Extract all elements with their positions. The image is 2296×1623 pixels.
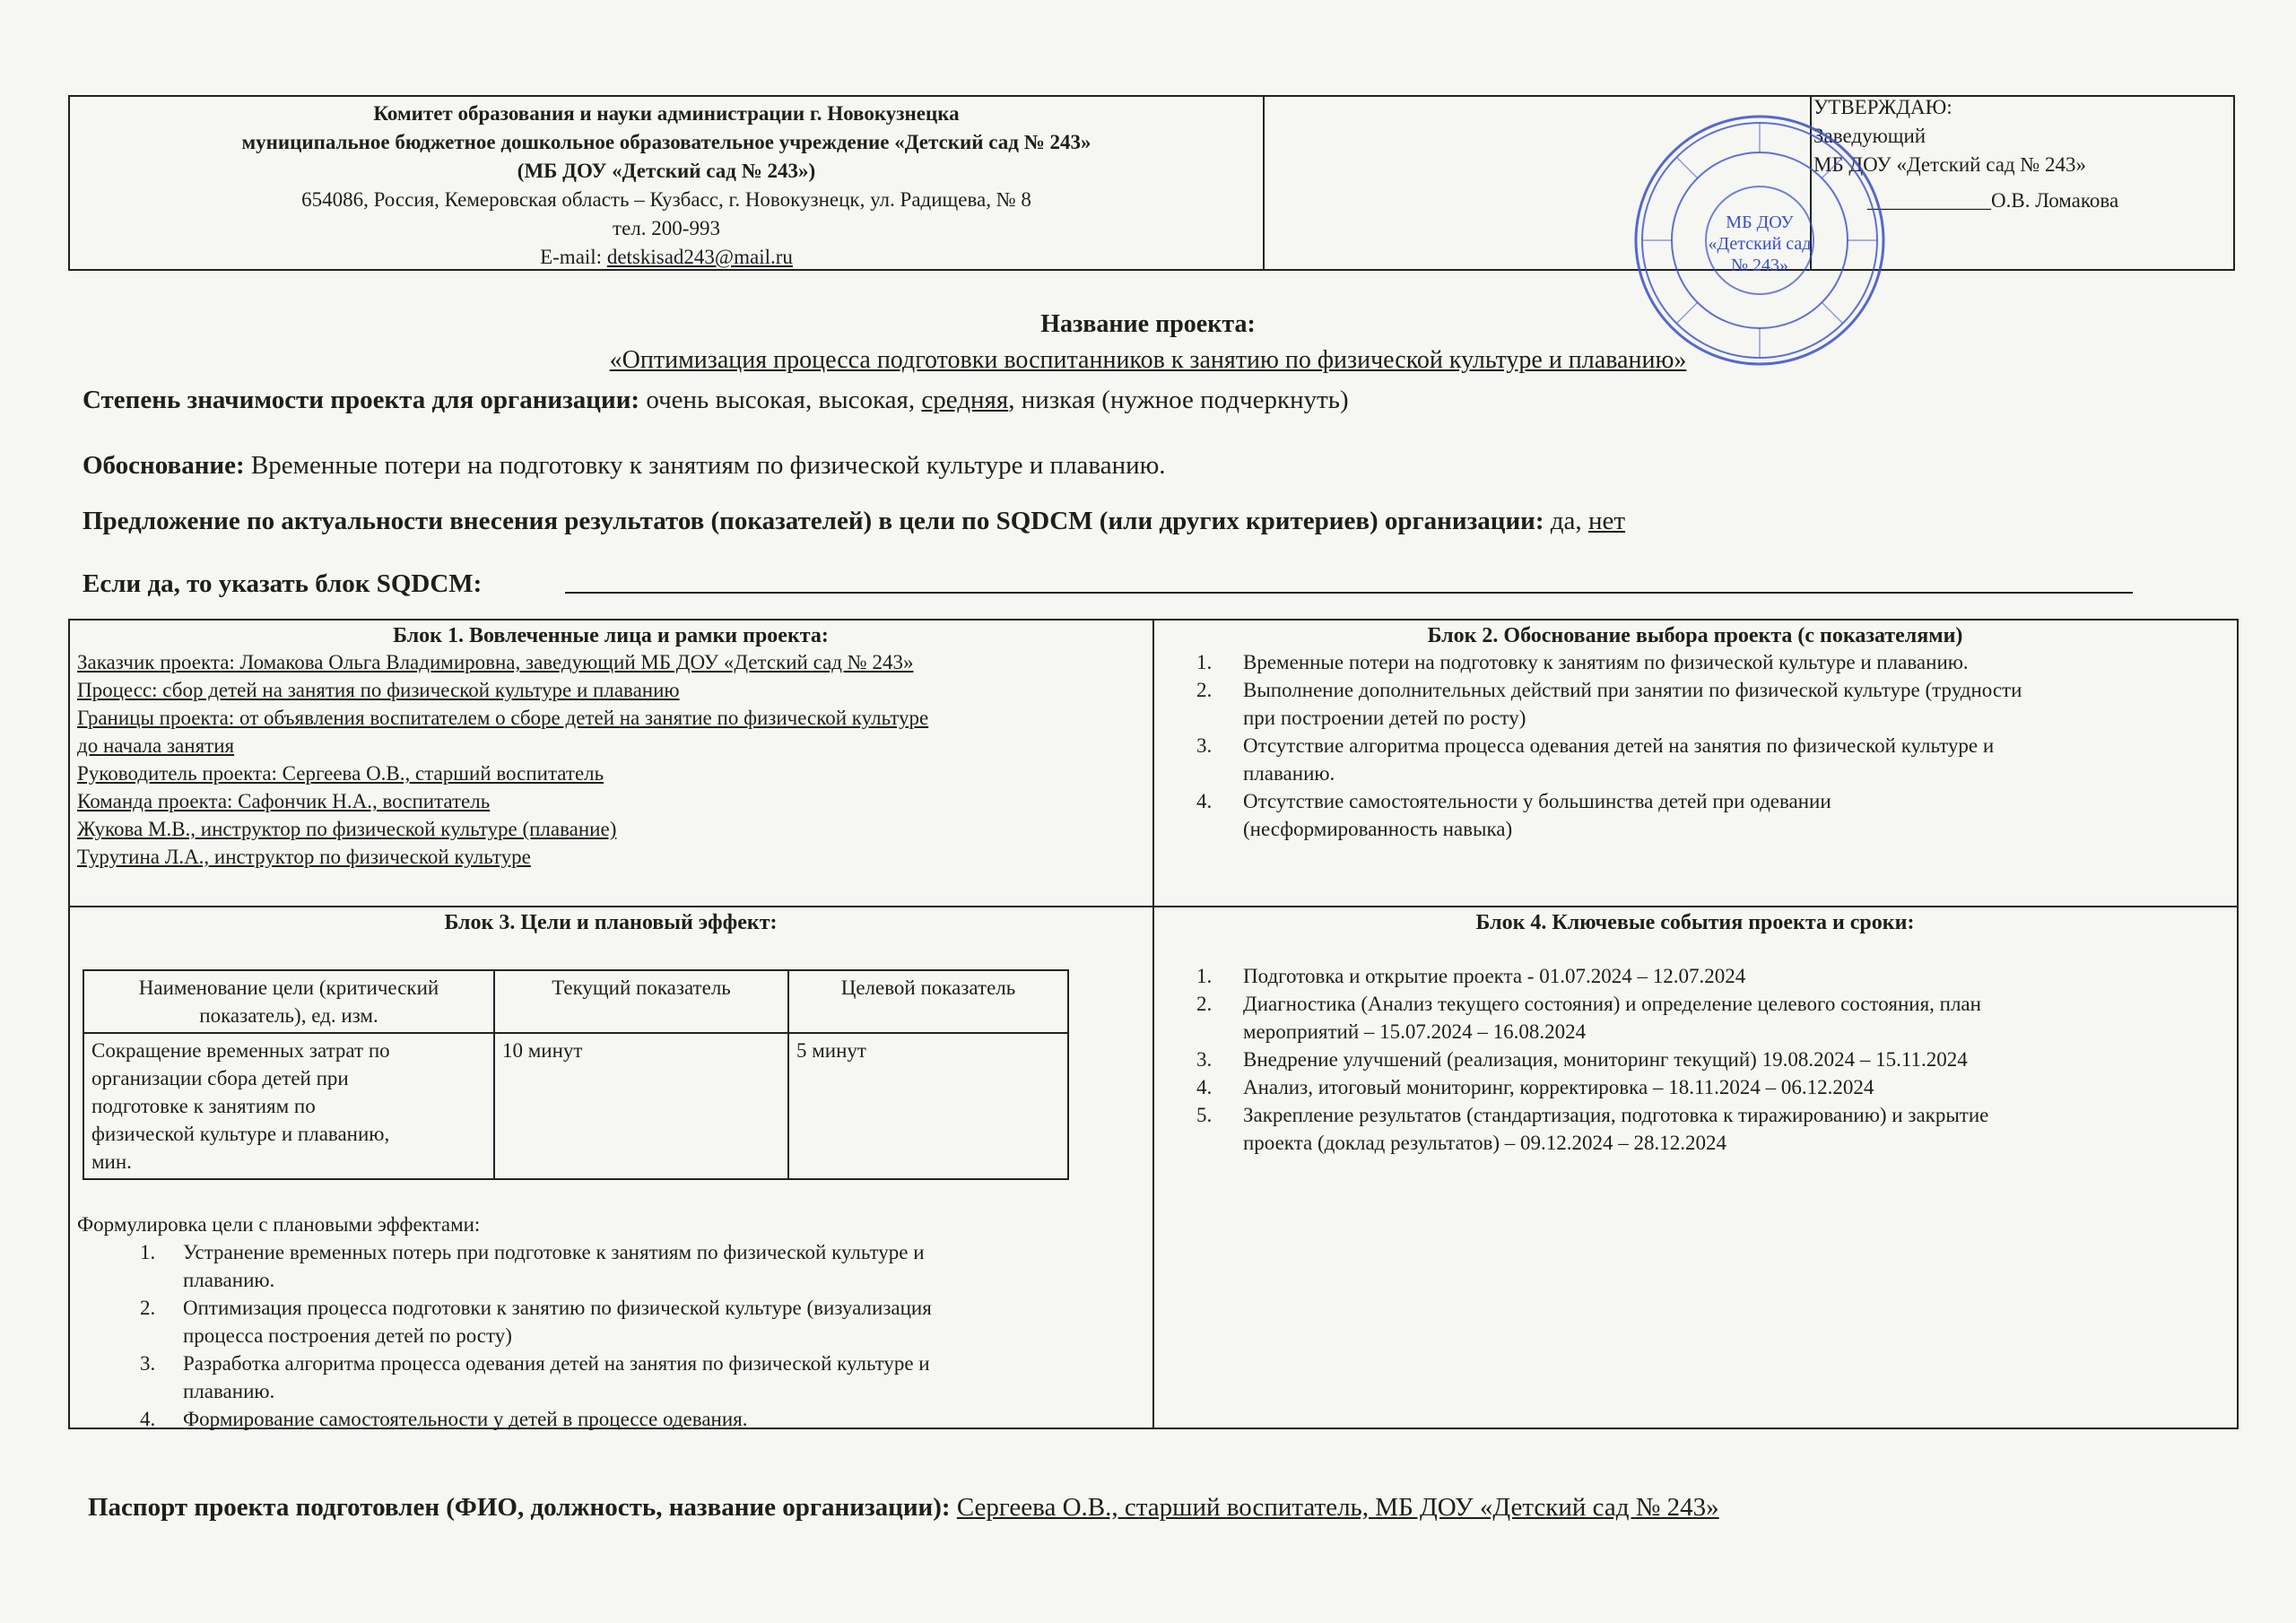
passport-label: Паспорт проекта подготовлен (ФИО, должность, название организации): — [88, 1493, 951, 1522]
event-item-line: проекта (доклад результатов) – 09.12.2024 – 28.12.2024 — [1243, 1132, 1727, 1154]
block-2-item-number: 4. — [1196, 790, 1213, 812]
event-item-line: мероприятий – 15.07.2024 – 16.08.2024 — [1243, 1020, 1587, 1043]
event-item-line: Подготовка и открытие проекта - 01.07.2024 – 12.07.2024 — [1243, 965, 1746, 987]
significance-line — [83, 386, 1349, 415]
block-2-item — [1159, 787, 2231, 843]
goals-table-header-row — [83, 970, 1068, 1033]
event-item-number: 1. — [1196, 965, 1213, 987]
project-title-label: Название проекта: — [1040, 310, 1256, 338]
passport-author: Сергеева О.В., старший воспитатель, МБ ДОУ «Детский сад № 243» — [956, 1493, 1719, 1522]
event-item-line: Закрепление результатов (стандартизация, подготовка к тиражированию) и закрытие — [1243, 1104, 1989, 1126]
address: 654086, Россия, Кемеровская область – Кузбасс, г. Новокузнецк, ул. Радищева, № 8 — [301, 188, 1031, 211]
block-2-item-number: 1. — [1196, 651, 1213, 673]
block-1-line: Процесс: сбор детей на занятия по физической культуре и плаванию — [77, 679, 680, 701]
sqdcm-blank-line[interactable] — [565, 592, 2133, 594]
block-2-list — [1159, 648, 2231, 843]
stamp-line-3: № 243» — [1730, 256, 1789, 275]
event-item-number: 4. — [1196, 1076, 1213, 1098]
goal-line: Сокращение временных затрат по — [91, 1039, 390, 1062]
proposal-option-yes: да, — [1550, 507, 1582, 535]
block-1-line: Границы проекта: от объявления воспитателем о сборе детей на занятие по физической культуре — [77, 707, 929, 729]
sqdcm-line — [83, 569, 482, 599]
goals-header-goal-line: показатель), ед. изм. — [199, 1004, 378, 1027]
target-value-cell: 5 минут — [788, 1033, 1068, 1179]
block-2-item-line: Отсутствие самостоятельности у большинства детей при одевании — [1243, 790, 1831, 812]
stamp-line-1: МБ ДОУ — [1726, 213, 1794, 232]
block-3 — [77, 911, 1144, 1433]
goal-item-line: плаванию. — [183, 1380, 275, 1402]
stamp-line-2: «Детский сад — [1708, 234, 1812, 254]
approval-title: УТВЕРЖДАЮ: — [1813, 96, 1952, 118]
organization-info — [70, 97, 1265, 269]
goal-item-line: Формирование самостоятельности у детей в процессе одевания. — [183, 1408, 748, 1430]
project-title: «Оптимизация процесса подготовки воспитанников к занятию по физической культуре и плаванию» — [609, 346, 1687, 374]
goal-item-number: 1. — [140, 1241, 156, 1263]
event-item — [1159, 1101, 2231, 1157]
block-2-item-line: при построении детей по росту) — [1243, 707, 1526, 729]
goal-item — [77, 1238, 1144, 1294]
event-item — [1159, 990, 2231, 1046]
event-item-number: 2. — [1196, 993, 1213, 1015]
block-3-title: Блок 3. Цели и плановый эффект: — [444, 911, 778, 934]
goal-item-line: Устранение временных потерь при подготовке к занятиям по физической культуре и — [183, 1241, 925, 1263]
block-4 — [1159, 911, 2231, 1157]
approval-position: Заведующий — [1813, 125, 1926, 147]
goal-line: физической культуре и плаванию, — [91, 1123, 390, 1145]
goals-table — [83, 969, 1069, 1180]
block-1-content — [77, 648, 1144, 871]
significance-selected: средняя — [921, 386, 1009, 414]
approval-org: МБ ДОУ «Детский сад № 243» — [1813, 153, 2087, 176]
block-4-title: Блок 4. Ключевые события проекта и сроки: — [1475, 911, 1915, 934]
block-2-item — [1159, 732, 2231, 787]
event-item-line: Диагностика (Анализ текущего состояния) и определение целевого состояния, план — [1243, 993, 1981, 1015]
project-title-block — [0, 307, 2296, 378]
block-1-line: Команда проекта: Сафончик Н.А., воспитатель — [77, 790, 491, 812]
block-2 — [1159, 624, 2231, 843]
committee-name: Комитет образования и науки администрации г. Новокузнецка — [373, 102, 960, 125]
goals-header-goal-line: Наименование цели (критический — [138, 976, 439, 999]
justification-label: Обоснование: — [83, 451, 245, 480]
event-item-number: 3. — [1196, 1048, 1213, 1071]
passport-footer — [88, 1493, 1719, 1523]
goal-formulation — [77, 1211, 1144, 1433]
justification-text: Временные потери на подготовку к занятиям по физической культуре и плаванию. — [250, 451, 1166, 480]
block-1-title: Блок 1. Вовлеченные лица и рамки проекта: — [393, 624, 829, 647]
goal-cell — [83, 1033, 494, 1179]
institution-short-name: (МБ ДОУ «Детский сад № 243») — [517, 160, 816, 182]
goal-item-line: плаванию. — [183, 1269, 275, 1291]
current-value-cell: 10 минут — [494, 1033, 788, 1179]
email-link[interactable]: detskisad243@mail.ru — [606, 246, 793, 268]
goal-line: подготовке к занятиям по — [91, 1095, 316, 1117]
goal-item — [77, 1294, 1144, 1350]
email-label: E-mail: — [540, 246, 607, 268]
institution-name: муниципальное бюджетное дошкольное образовательное учреждение «Детский сад № 243» — [241, 131, 1091, 153]
goal-item — [77, 1405, 1144, 1433]
block-1 — [77, 624, 1144, 871]
goal-line: мин. — [91, 1150, 132, 1173]
proposal-label: Предложение по актуальности внесения результатов (показателей) в цели по SQDCM (или других критериев) организации: — [83, 507, 1544, 535]
block-1-line: Заказчик проекта: Ломакова Ольга Владимировна, заведующий МБ ДОУ «Детский сад № 243» — [77, 651, 914, 673]
block-1-line: Турутина Л.А., инструктор по физической культуре — [77, 846, 531, 868]
goal-item-line: процесса построения детей по росту) — [183, 1324, 512, 1347]
block-1-line: до начала занятия — [77, 734, 235, 757]
goals-header-goal — [83, 970, 494, 1033]
block-2-item — [1159, 676, 2231, 732]
block-2-item-line: Отсутствие алгоритма процесса одевания детей на занятия по физической культуре и — [1243, 734, 1995, 757]
goal-item — [77, 1350, 1144, 1405]
goal-item-line: Оптимизация процесса подготовки к занятию по физической культуре (визуализация — [183, 1297, 932, 1319]
block-2-item-line: плаванию. — [1243, 762, 1335, 785]
goals-header-current: Текущий показатель — [494, 970, 788, 1033]
justification-line — [83, 451, 1166, 481]
event-item-line: Анализ, итоговый мониторинг, корректировка – 18.11.2024 – 06.12.2024 — [1243, 1076, 1874, 1098]
goal-item-number: 4. — [140, 1408, 156, 1430]
block-4-list — [1159, 962, 2231, 1157]
goal-item-number: 2. — [140, 1297, 156, 1319]
proposal-selected: нет — [1587, 507, 1626, 535]
phone: тел. 200-993 — [613, 217, 720, 239]
goal-line: организации сбора детей при — [91, 1067, 349, 1089]
significance-option-3: , низкая (нужное подчеркнуть) — [1008, 386, 1349, 414]
event-item-line: Внедрение улучшений (реализация, мониторинг текущий) 19.08.2024 – 15.11.2024 — [1243, 1048, 1968, 1071]
event-item — [1159, 1046, 2231, 1073]
block-2-title: Блок 2. Обоснование выбора проекта (с показателями) — [1427, 624, 1963, 647]
block-1-line: Руководитель проекта: Сергеева О.В., старший воспитатель — [77, 762, 604, 785]
signature-line: ____________ — [1867, 189, 1991, 212]
event-item — [1159, 1073, 2231, 1101]
event-item-number: 5. — [1196, 1104, 1213, 1126]
significance-label: Степень значимости проекта для организации: — [83, 386, 640, 414]
significance-option-1: очень высокая, высокая, — [646, 386, 916, 414]
goal-item-number: 3. — [140, 1352, 156, 1375]
sqdcm-label: Если да, то указать блок SQDCM: — [83, 569, 483, 598]
email-line — [70, 243, 1263, 272]
project-blocks-table — [68, 619, 2239, 1429]
block-2-item-number: 3. — [1196, 734, 1213, 757]
goals-header-target: Целевой показатель — [788, 970, 1068, 1033]
proposal-line — [83, 507, 1625, 536]
block-2-item-number: 2. — [1196, 679, 1213, 701]
block-2-item-line: Временные потери на подготовку к занятиям по физической культуре и плаванию. — [1243, 651, 1969, 673]
event-item — [1159, 962, 2231, 990]
goal-formulation-label: Формулировка цели с плановыми эффектами: — [77, 1213, 481, 1236]
block-2-item-line: (несформированность навыка) — [1243, 818, 1513, 840]
table-row — [83, 1033, 1068, 1179]
block-2-item — [1159, 648, 2231, 676]
block-2-item-line: Выполнение дополнительных действий при занятии по физической культуре (трудности — [1243, 679, 2022, 701]
goal-item-line: Разработка алгоритма процесса одевания детей на занятия по физической культуре и — [183, 1352, 930, 1375]
approval-name: О.В. Ломакова — [1991, 189, 2119, 212]
block-1-line: Жукова М.В., инструктор по физической культуре (плавание) — [77, 818, 617, 840]
